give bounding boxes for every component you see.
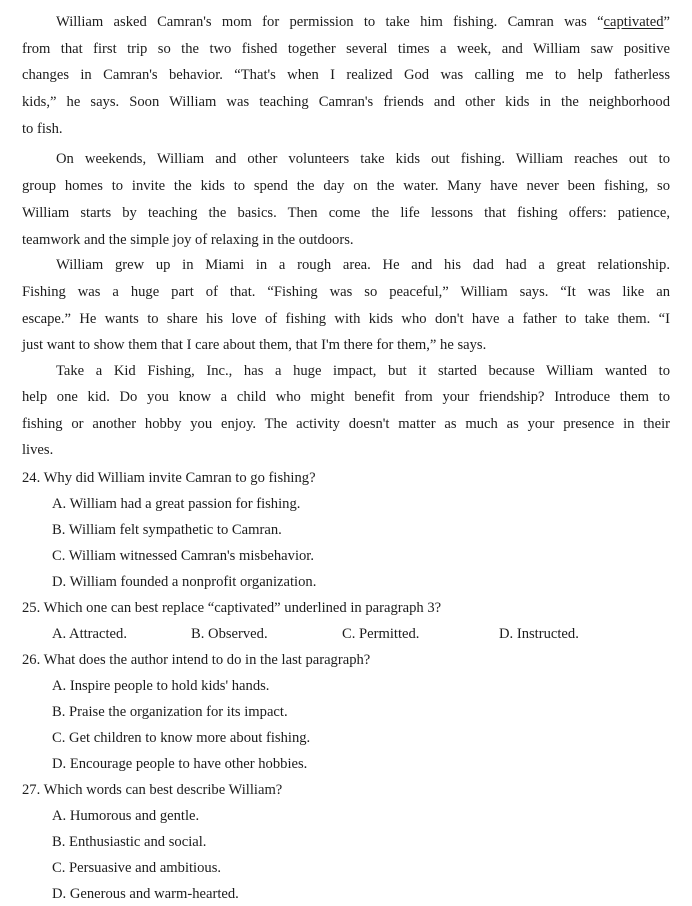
p5-line-1: William grew up in Miami in a rough area. He and his dad had a great relationship. [56,257,670,273]
question-26-option-d: D. Encourage people to have other hobbies. [52,756,308,772]
p4-line-4: teamwork and the simple joy of relaxing in the outdoors. [22,232,354,248]
p3-line-4: kids,” he says. Soon William was teaching Camran's friends and other kids in the neighborhood [22,94,670,110]
p5-line-2: Fishing was a huge part of that. “Fishing was so peaceful,” William says. “It was like an [22,284,670,300]
p3-line-3: changes in Camran's behavior. “That's when I realized God was calling me to help fatherless [22,67,670,83]
question-24-stem: 24. Why did William invite Camran to go fishing? [22,470,316,486]
p4-line-2: group homes to invite the kids to spend the day on the water. Many have never been fishing, so [22,178,670,194]
question-27-option-b: B. Enthusiastic and social. [52,834,207,850]
question-24-option-a: A. William had a great passion for fishing. [52,496,301,512]
p3-line-1: William asked Camran's mom for permission to take him fishing. Camran was “captivated” [56,14,670,30]
question-25-option-b: B. Observed. [191,626,268,642]
question-26-stem: 26. What does the author intend to do in the last paragraph? [22,652,371,668]
question-25-option-d: D. Instructed. [499,626,579,642]
p5-line-3: escape.” He wants to share his love of fishing with kids who don't have a father to take them. “I [22,311,670,327]
question-27-option-c: C. Persuasive and ambitious. [52,860,222,876]
p5-line-4: just want to show them that I care about them, that I'm there for them,” he says. [22,337,487,353]
question-24-option-c: C. William witnessed Camran's misbehavior. [52,548,314,564]
p6-line-2: help one kid. Do you know a child who might benefit from your friendship? Introduce them to [22,389,670,405]
question-27-option-a: A. Humorous and gentle. [52,808,200,824]
p6-line-4: lives. [22,442,54,458]
p6-line-1: Take a Kid Fishing, Inc., has a huge impact, but it started because William wanted to [56,363,670,379]
p3-line-5: to fish. [22,121,63,137]
question-27-stem: 27. Which words can best describe William? [22,782,283,798]
question-24-option-b: B. William felt sympathetic to Camran. [52,522,282,538]
underlined-word-captivated: captivated [603,14,664,30]
p4-line-3: William starts by teaching the basics. Then come the life lessons that fishing offers: patience, [22,205,670,221]
question-25-stem: 25. Which one can best replace “captivated” underlined in paragraph 3? [22,600,442,616]
p4-line-1: On weekends, William and other volunteers take kids out fishing. William reaches out to [56,151,670,167]
p3-line-2: from that first trip so the two fished together several times a week, and William saw positive [22,41,670,57]
question-24-option-d: D. William founded a nonprofit organization. [52,574,317,590]
question-25-option-a: A. Attracted. [52,626,127,642]
p6-line-3: fishing or another hobby you enjoy. The activity doesn't matter as much as your presence in their [22,416,670,432]
question-27-option-d: D. Generous and warm-hearted. [52,886,239,902]
question-26-option-a: A. Inspire people to hold kids' hands. [52,678,270,694]
question-26-option-b: B. Praise the organization for its impact. [52,704,288,720]
question-25-option-c: C. Permitted. [342,626,420,642]
question-26-option-c: C. Get children to know more about fishing. [52,730,311,746]
